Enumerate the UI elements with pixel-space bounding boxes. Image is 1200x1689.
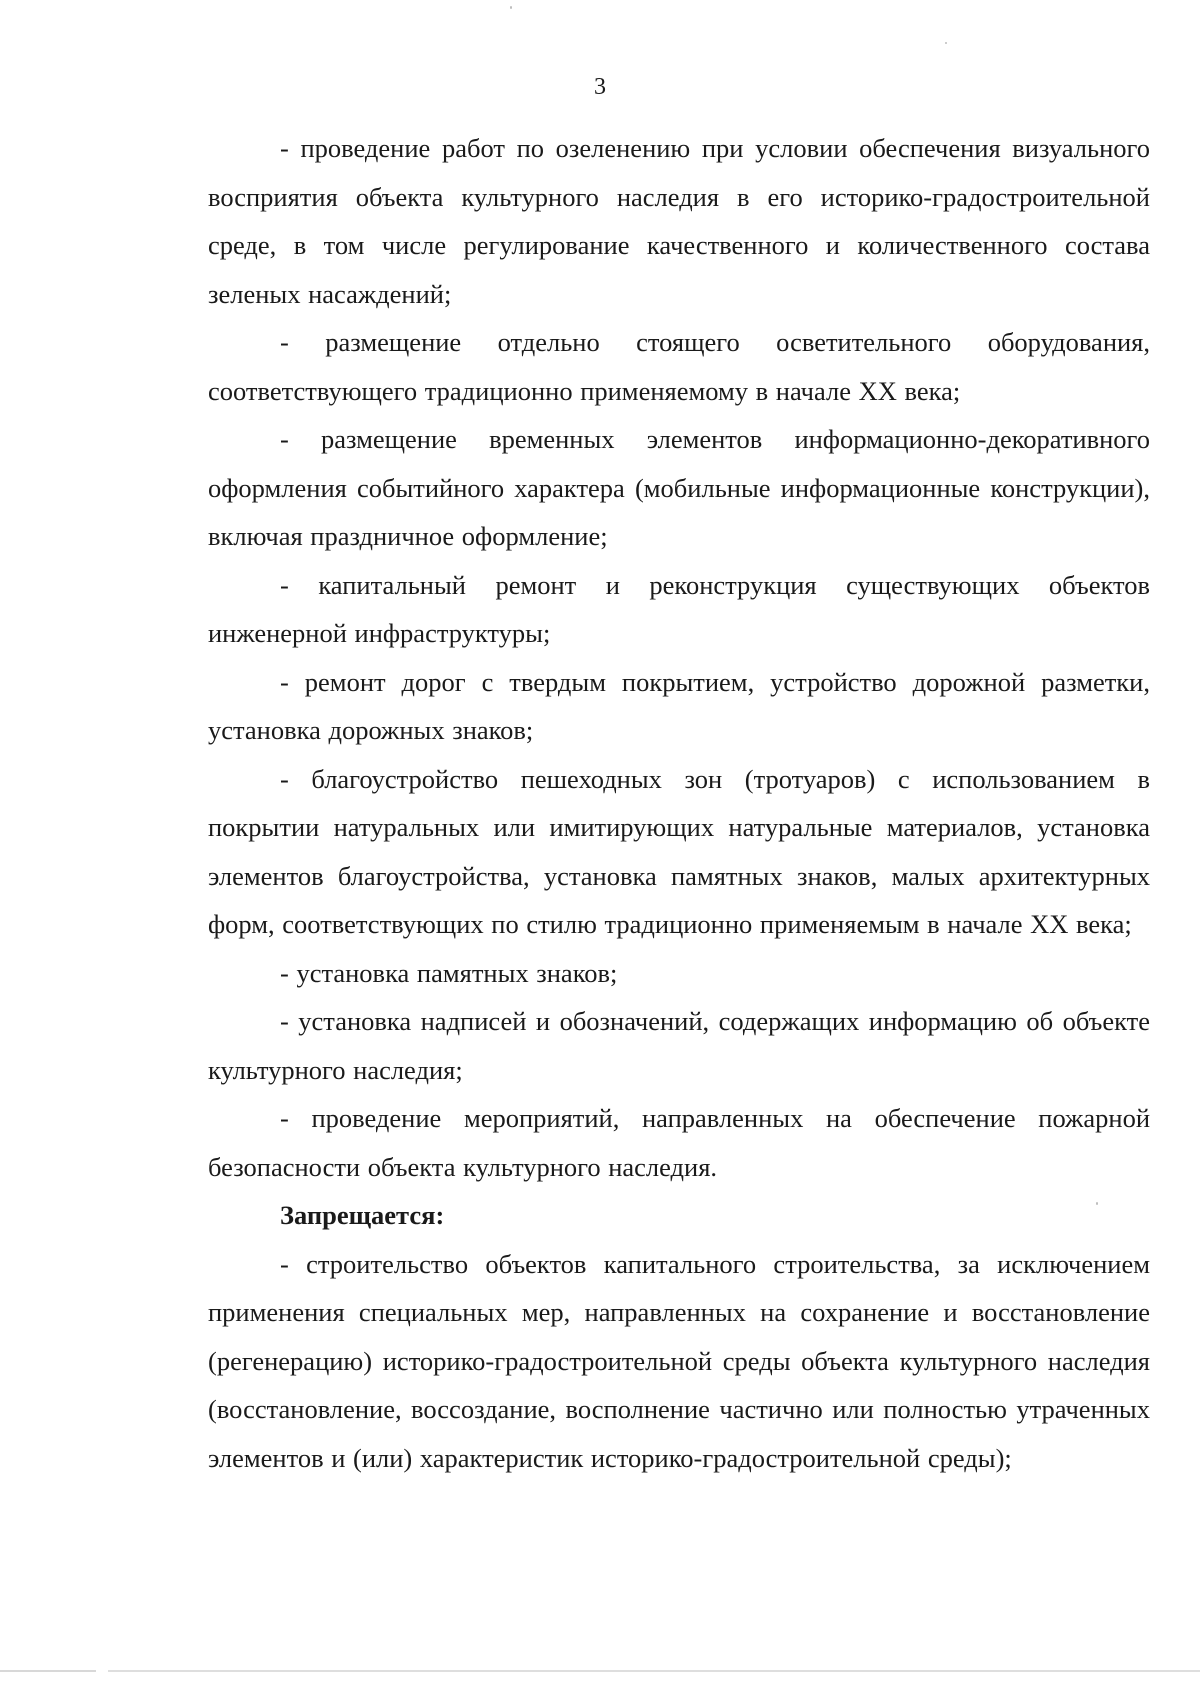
paragraph-inscriptions: - установка надписей и обозначений, содержащих информацию об объекте культурного наследия; xyxy=(208,1006,1150,1085)
document-body xyxy=(208,124,1150,1482)
scan-speck xyxy=(1096,1202,1098,1205)
paragraph-construction: - строительство объектов капитального строительства, за исключением применения специальных мер, направленных на сохранение и восстановление (регенерацию) историко-градостроительной среды объекта культурного наследия (восстановление, воссоздание, восполнение частично или полностью утраченных элементов и (или) характеристик историко-градостроительной среды); xyxy=(208,1248,1150,1473)
paragraph-memorial-signs: - установка памятных знаков; xyxy=(280,957,618,988)
paragraph-greening: - проведение работ по озеленению при условии обеспечения визуального восприятия объекта культурного наследия в его историко-градостроительной среде, в том числе регулирование качественного и количественного состава зеленых насаждений; xyxy=(208,133,1150,309)
paragraph-fire-safety: - проведение мероприятий, направленных на обеспечение пожарной безопасности объекта культурного наследия. xyxy=(208,1103,1150,1182)
paragraph-lighting: - размещение отдельно стоящего осветительного оборудования, соответствующего традиционно применяемому в начале XX века; xyxy=(208,327,1150,406)
scan-speck xyxy=(510,6,512,9)
paragraph-pedestrian-zones: - благоустройство пешеходных зон (тротуаров) с использованием в покрытии натуральных или имитирующих натуральные материалов, установка элементов благоустройства, установка памятных знаков, малых архитектурных форм, соответствующих по стилю традиционно применяемым в начале XX века; xyxy=(208,763,1150,939)
scan-edge-line xyxy=(0,1670,1200,1672)
paragraph-roads: - ремонт дорог с твердым покрытием, устройство дорожной разметки, установка дорожных знаков; xyxy=(208,666,1150,745)
scan-speck xyxy=(945,42,947,44)
paragraph-decoration: - размещение временных элементов информационно-декоративного оформления событийного характера (мобильные информационные конструкции), включая праздничное оформление; xyxy=(208,424,1150,551)
page-number: 3 xyxy=(594,74,606,100)
paragraph-infrastructure: - капитальный ремонт и реконструкция существующих объектов инженерной инфраструктуры; xyxy=(208,569,1150,648)
section-heading-prohibited: Запрещается: xyxy=(280,1200,445,1230)
